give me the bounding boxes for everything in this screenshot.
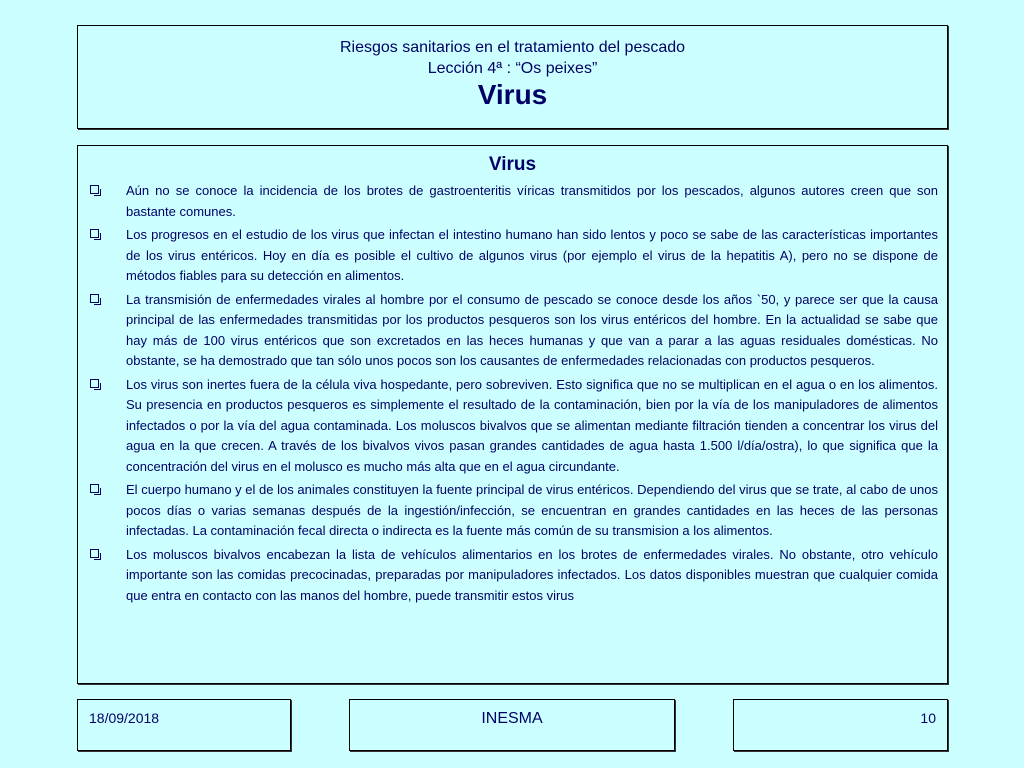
checkbox-bullet-icon [90, 294, 99, 303]
slide-title: Virus [477, 79, 548, 110]
checkbox-bullet-icon [90, 484, 99, 493]
list-item [87, 290, 938, 372]
footer-organization-box [349, 699, 675, 751]
list-item-text: Los progresos en el estudio de los virus que infectan el intestino humano han sido lentos y poco se sabe de las características importantes de los virus entéricos. Hoy en día es posible el cultivo de algunos virus (por ejemplo el virus de la hepatitis A), pero no se dispone de métodos fiables para su detección en alimentos. [126, 227, 938, 283]
footer-page-box [733, 699, 948, 751]
list-item-text: El cuerpo humano y el de los animales constituyen la fuente principal de virus entéricos. Dependiendo del virus que se trate, al cabo de unos pocos días o varias semanas después de la ingestión/infección, se encuentran en grandes cantidades en las heces de las personas infectadas. La contaminación fecal directa o indirecta es la fuente más común de su transmision a los alimentos. [126, 482, 938, 538]
checkbox-bullet-icon [90, 229, 99, 238]
list-item [87, 225, 938, 287]
footer-date: 18/09/2018 [89, 710, 160, 726]
checkbox-bullet-icon [90, 379, 99, 388]
list-item-text: Aún no se conoce la incidencia de los brotes de gastroenteritis víricas transmitidos por los pescados, algunos autores creen que son bastante comunes. [126, 183, 938, 219]
list-item-text: La transmisión de enfermedades virales al hombre por el consumo de pescado se conoce desde los años `50, y parece ser que la causa principal de las enfermedades transmitidas por los productos pesqueros son los virus entéricos del hombre. En la actualidad se sabe que hay más de 100 virus entéricos que son excretados en las heces humanas y que van a parar a las aguas residuales domésticas. No obstante, se ha demostrado que tan sólo unos pocos son los causantes de enfermedades relacionadas con productos pesqueros. [126, 291, 938, 368]
bullet-list [87, 181, 938, 606]
page-number: 10 [920, 710, 936, 726]
course-title: Riesgos sanitarios en el tratamiento del pescado [339, 39, 686, 56]
footer-date-box [77, 699, 291, 751]
list-item [87, 181, 938, 222]
content-title: Virus [488, 154, 537, 175]
list-item [87, 375, 938, 478]
footer-organization: INESMA [481, 710, 543, 727]
checkbox-bullet-icon [90, 185, 99, 194]
list-item [87, 545, 938, 607]
slide-content [77, 145, 948, 684]
slide-header [77, 25, 948, 129]
lesson-title: Lección 4ª : “Os peixes” [427, 60, 598, 77]
list-item-text: Los virus son inertes fuera de la célula viva hospedante, pero sobreviven. Esto significa que no se multiplican en el agua o en los alimentos. Su presencia en productos pesqueros es simplemente el resultado de la contaminación, bien por la vía de los manipuladores de alimentos infectados o por la vía del agua contaminada. Los moluscos bivalvos que se alimentan mediante filtración tienden a concentrar los virus del agua en la que crecen. A través de los bivalvos vivos pasan grandes cantidades de agua hasta 1.500 l/día/ostra), lo que significa que la concentración del virus en el molusco es mucho más alta que en el agua circundante. [126, 376, 938, 474]
list-item-text: Los moluscos bivalvos encabezan la lista de vehículos alimentarios en los brotes de enfermedades virales. No obstante, otro vehículo importante son las comidas precocinadas, preparadas por manipuladores infectados. Los datos disponibles muestran que cualquier comida que entra en contacto con las manos del hombre, puede transmitir estos virus [126, 546, 938, 603]
checkbox-bullet-icon [90, 549, 99, 558]
list-item [87, 480, 938, 542]
